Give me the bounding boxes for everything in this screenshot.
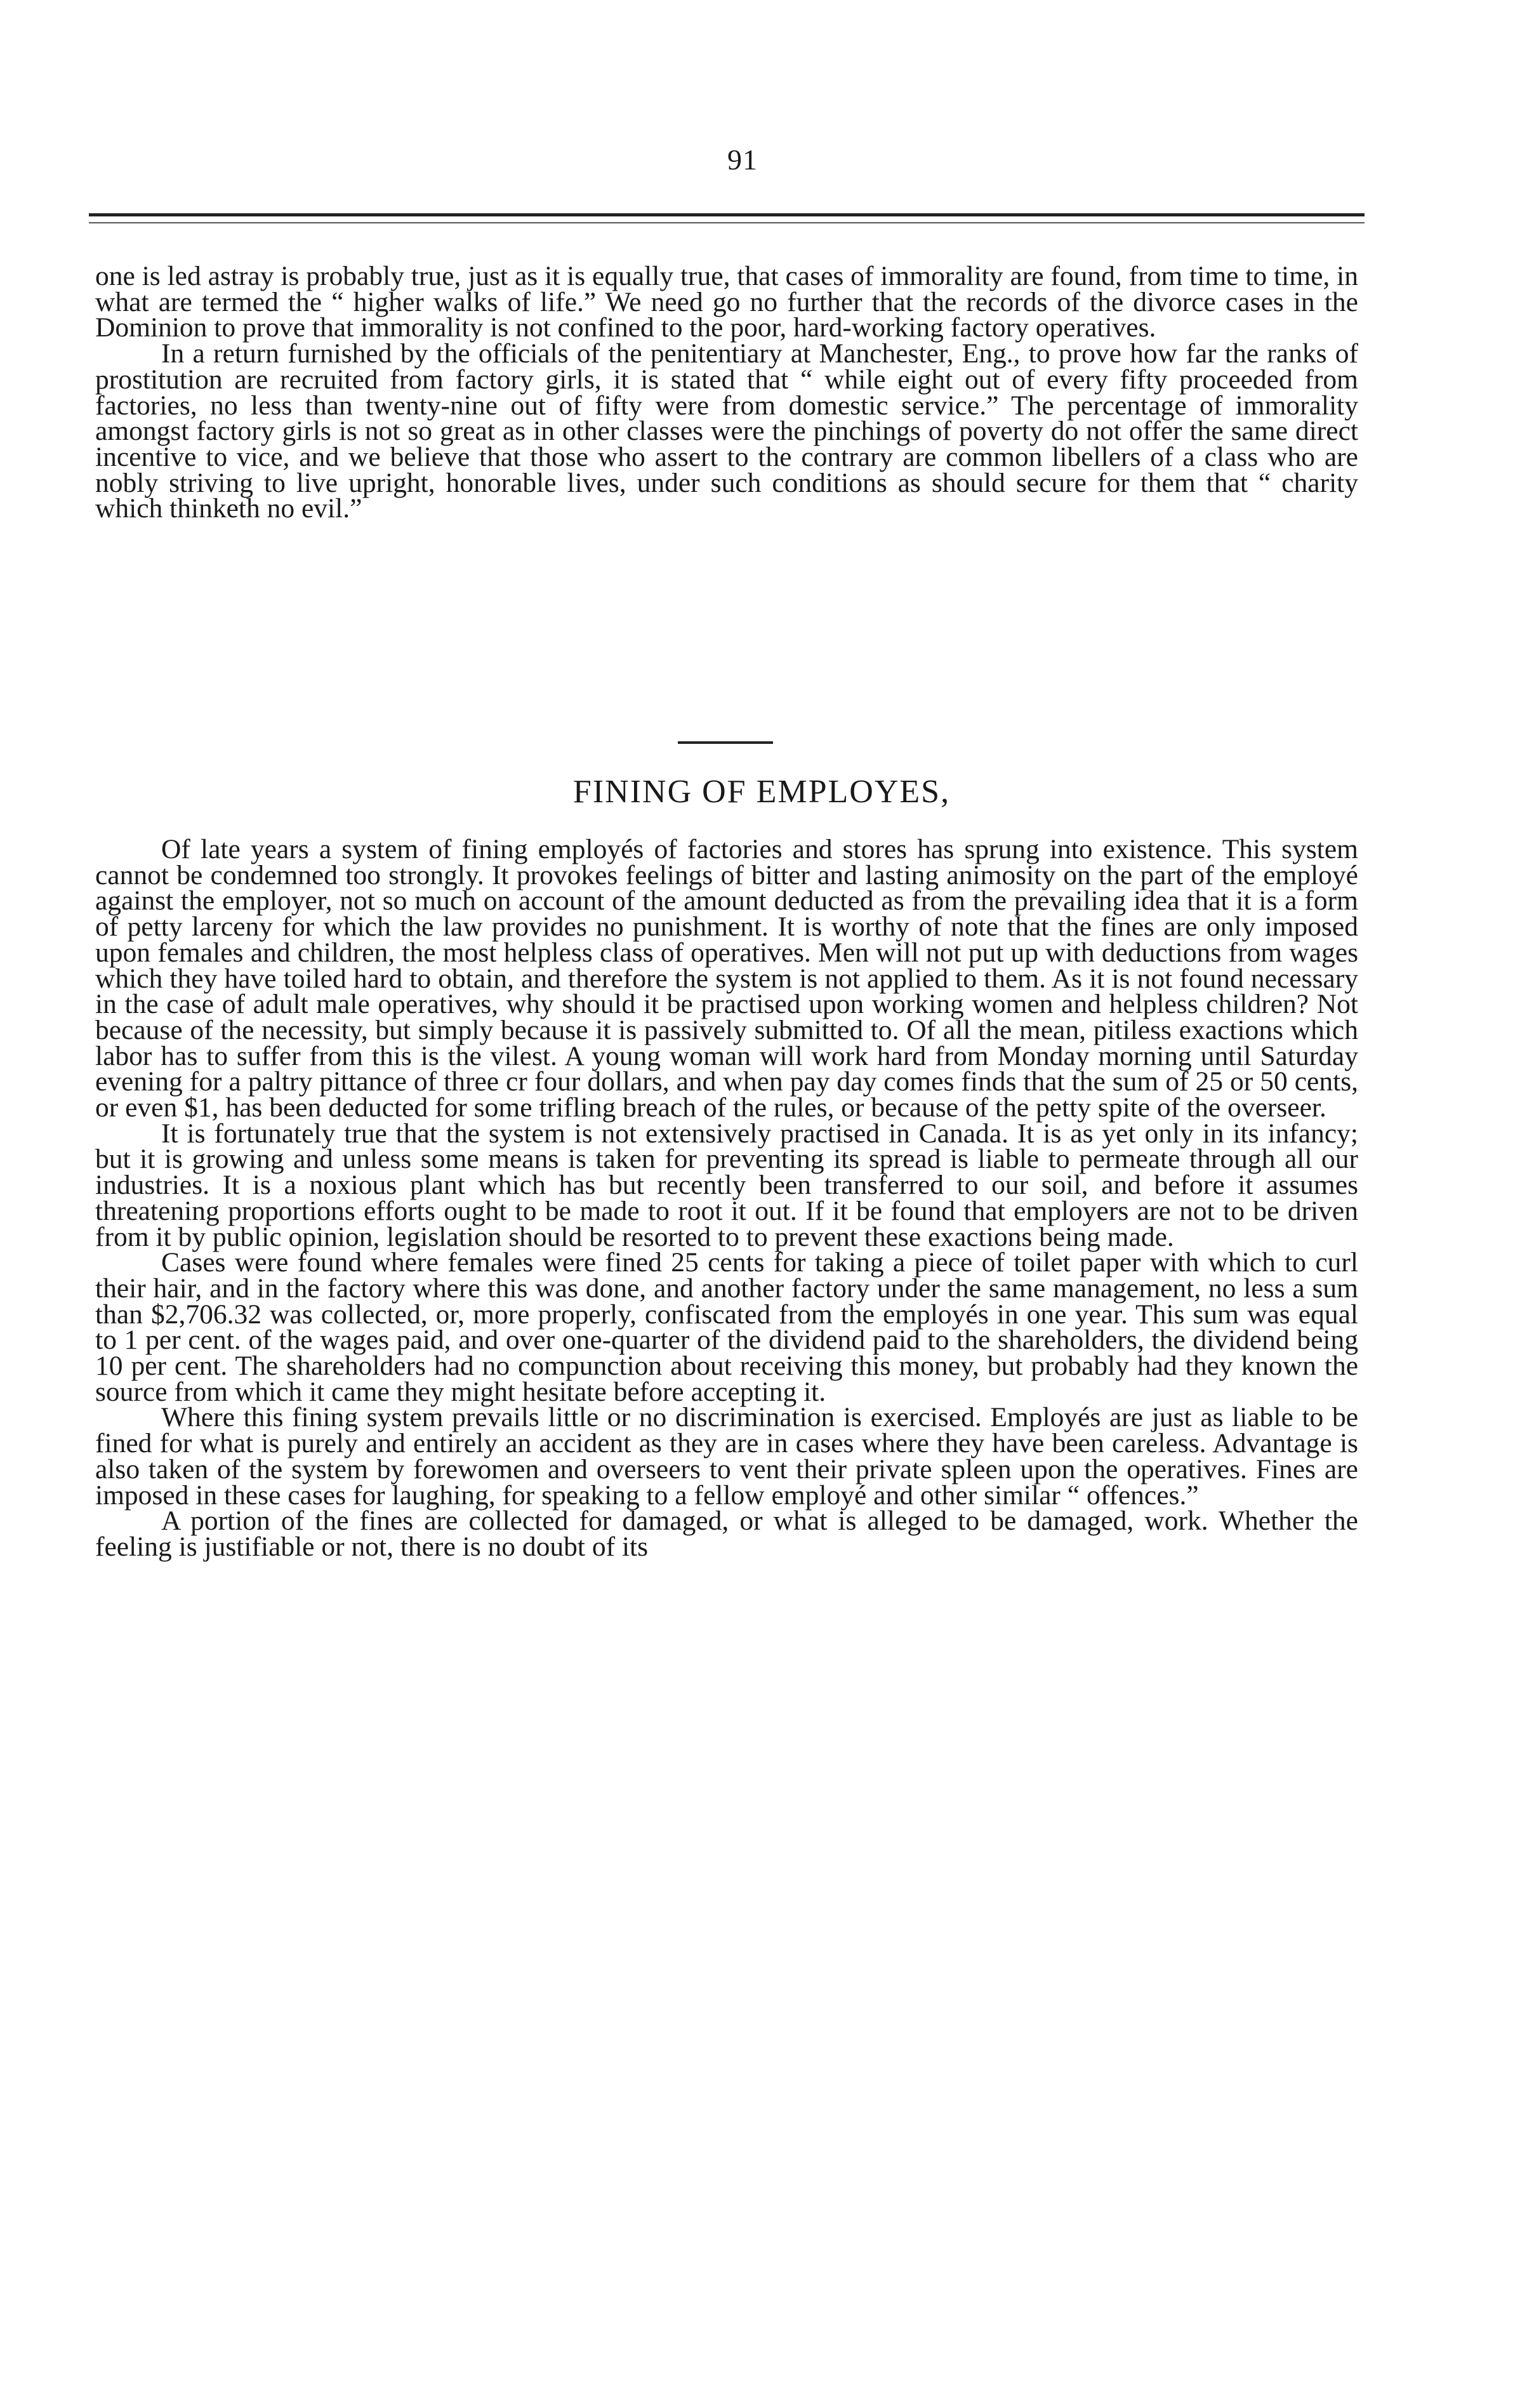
- paragraph: Of late years a system of fining employés of factories and stores has sprung into existence. This system cannot be condemned too strongly. It provokes feelings of bitter and lasting animosity on the part of the employé against the employer, not so much on account of the amount deducted as from the prevailing idea that it is a form of petty larceny for which the law provides no punishment. It is worthy of note that the fines are only imposed upon females and children, the most helpless class of operatives. Men will not put up with deductions from wages which they have toiled hard to obtain, and therefore the system is not applied to them. As it is not found necessary in the case of adult male operatives, why should it be practised upon working women and helpless children? Not because of the necessity, but simply because it is passively submitted to. Of all the mean, pitiless exactions which labor has to suffer from this is the vilest. A young woman will work hard from Monday morning until Saturday evening for a paltry pittance of three cr four dollars, and when pay day comes finds that the sum of 25 or 50 cents, or even $1, has been deducted for some trifling breach of the rules, or because of the petty spite of the overseer.: [95, 834, 1358, 1123]
- section-divider: [678, 741, 773, 744]
- section-text-block: [95, 834, 1358, 1562]
- paragraph: Where this fining system prevails little or no discrimination is exercised. Employés are just as liable to be fined for what is purely and entirely an accident as they are in cases where they have been careless. Advantage is also taken of the system by forewomen and overseers to vent their private spleen upon the operatives. Fines are imposed in these cases for laughing, for speaking to a fellow employé and other similar “ offences.”: [95, 1402, 1358, 1511]
- paragraph: In a return furnished by the officials of the penitentiary at Manchester, Eng., to prove how far the ranks of prostitution are recruited from factory girls, it is stated that “ while eight out of every fifty proceeded from factories, no less than twenty-nine out of fifty were from domestic service.” The percentage of immorality amongst factory girls is not so great as in other classes were the pinchings of poverty do not offer the same direct incentive to vice, and we believe that those who assert to the contrary are common libellers of a class who are nobly striving to live upright, honorable lives, under such conditions as should secure for them that “ charity which thinketh no evil.”: [95, 338, 1358, 524]
- paragraph: It is fortunately true that the system is not extensively practised in Canada. It is as yet only in its infancy; but it is growing and unless some means is taken for preventing its spread is liable to permeate through all our industries. It is a noxious plant which has but recently been transferred to our soil, and before it assumes threatening proportions efforts ought to be made to root it out. If it be found that employers are not to be driven from it by public opinion, legislation should be resorted to to prevent these exactions being made.: [95, 1118, 1358, 1252]
- header-rule: [89, 213, 1365, 216]
- page-number: 91: [727, 143, 758, 176]
- paragraph: A portion of the fines are collected for damaged, or what is alleged to be damaged, work. Whether the feeling is justifiable or not, there is no doubt of its: [95, 1505, 1358, 1562]
- section-heading: FINING OF EMPLOYES,: [572, 774, 951, 810]
- header-rule-thin: [89, 222, 1365, 223]
- continued-text-block: [95, 263, 1358, 522]
- paragraph: Cases were found where females were fined 25 cents for taking a piece of toilet paper with which to curl their hair, and in the factory where this was done, and another factory under the same management, no less a sum than $2,706.32 was collected, or, more properly, confiscated from the employés in one year. This sum was equal to 1 per cent. of the wages paid, and over one-quarter of the dividend paid to the shareholders, the dividend being 10 per cent. The shareholders had no compunction about receiving this money, but probably had they known the source from which it came they might hesitate before accepting it.: [95, 1247, 1358, 1407]
- paragraph: one is led astray is probably true, just as it is equally true, that cases of immorality are found, from time to time, in what are termed the “ higher walks of life.” We need go no further that the records of the divorce cases in the Dominion to prove that immorality is not confined to the poor, hard-working factory operatives.: [95, 261, 1358, 343]
